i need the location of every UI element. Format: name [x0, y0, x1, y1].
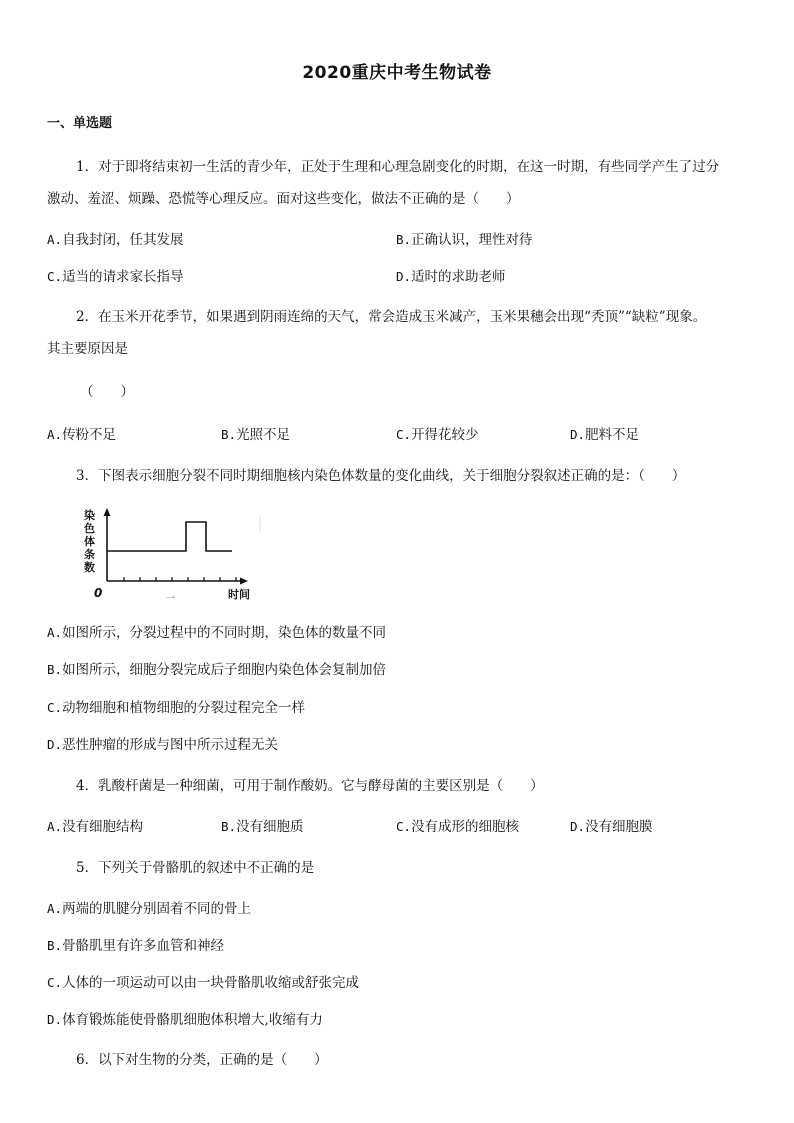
- question-2-option-b[interactable]: [221, 423, 290, 443]
- ylabel-char-1: 染: [84, 509, 95, 522]
- question-5-option-b[interactable]: [47, 934, 224, 954]
- ylabel-char-4: 条: [84, 548, 95, 561]
- question-4-option-d[interactable]: [570, 815, 653, 835]
- option-text: 开得花较少: [411, 427, 479, 443]
- chromosome-curve: [107, 522, 232, 551]
- option-text: 适时的求助老师: [411, 269, 506, 285]
- option-key: D.: [570, 819, 586, 834]
- ylabel-char-2: 色: [84, 522, 95, 535]
- section-heading: 一、单选题: [47, 116, 113, 131]
- option-key: D.: [396, 269, 412, 284]
- question-3-option-c[interactable]: [47, 696, 305, 716]
- question-2-line-3: （ ）: [80, 384, 134, 400]
- option-text: 传粉不足: [62, 427, 117, 443]
- option-key: C.: [47, 975, 63, 990]
- question-2-line-1: 2．在玉米开花季节，如果遇到阴雨连绵的天气，常会造成玉米减产，玉米果穗会出现“秃顶”“缺粒”现象。: [76, 309, 707, 325]
- figure-xlabel: 时间: [228, 588, 250, 601]
- option-text: 没有成形的细胞核: [411, 819, 520, 835]
- question-4-line-1: 4．乳酸杆菌是一种细菌，可用于制作酸奶。它与酵母菌的主要区别是（ ）: [76, 778, 544, 794]
- option-key: B.: [396, 232, 412, 247]
- question-5-option-a[interactable]: [47, 897, 251, 917]
- option-text: 光照不足: [236, 427, 291, 443]
- option-key: D.: [47, 737, 63, 752]
- option-text: 骨骼肌里有许多血管和神经: [62, 938, 225, 954]
- option-key: C.: [396, 427, 412, 442]
- option-key: A.: [47, 625, 63, 640]
- option-text: 没有细胞膜: [585, 819, 653, 835]
- question-1-option-b[interactable]: [396, 228, 533, 248]
- figure-mark: 一: [166, 594, 176, 603]
- ylabel-char-3: 体: [84, 535, 95, 548]
- question-4-option-a[interactable]: [47, 815, 143, 835]
- option-key: C.: [47, 700, 63, 715]
- page-title: 2020重庆中考生物试卷: [302, 63, 492, 83]
- question-3-option-b[interactable]: [47, 658, 386, 678]
- question-2-line-2: 其主要原因是: [47, 341, 128, 357]
- option-key: D.: [570, 427, 586, 442]
- question-1-option-a[interactable]: [47, 228, 184, 248]
- option-key: C.: [396, 819, 412, 834]
- option-text: 动物细胞和植物细胞的分裂过程完全一样: [62, 700, 306, 716]
- option-key: B.: [47, 662, 63, 677]
- option-key: A.: [47, 427, 63, 442]
- option-text: 自我封闭，任其发展: [62, 232, 184, 248]
- option-key: C.: [47, 269, 63, 284]
- question-5-option-c[interactable]: [47, 971, 359, 991]
- option-text: 没有细胞质: [236, 819, 304, 835]
- question-2-option-a[interactable]: [47, 423, 116, 443]
- question-4-option-c[interactable]: [396, 815, 519, 835]
- chromosome-count-figure: [80, 505, 270, 603]
- option-text: 肥料不足: [585, 427, 640, 443]
- figure-origin: 0: [94, 586, 103, 600]
- question-1-line-2: 激动、羞涩、烦躁、恐慌等心理反应。面对这些变化，做法不正确的是（ ）: [47, 191, 520, 207]
- figure-ylabel: [84, 508, 95, 574]
- option-key: B.: [221, 819, 237, 834]
- option-text: 没有细胞结构: [62, 819, 144, 835]
- option-text: 适当的请求家长指导: [62, 269, 184, 285]
- x-axis-arrow: [240, 578, 248, 585]
- option-text: 如图所示，细胞分裂完成后子细胞内染色体会复制加倍: [62, 662, 387, 678]
- question-5-option-d[interactable]: [47, 1008, 323, 1028]
- option-text: 体育锻炼能使骨骼肌细胞体积增大,收缩有力: [62, 1012, 323, 1028]
- question-3-option-d[interactable]: [47, 733, 278, 753]
- question-4-option-b[interactable]: [221, 815, 304, 835]
- question-1-option-c[interactable]: [47, 265, 184, 285]
- question-1-option-d[interactable]: [396, 265, 506, 285]
- option-text: 人体的一项运动可以由一块骨骼肌收缩或舒张完成: [62, 975, 360, 991]
- option-text: 恶性肿瘤的形成与图中所示过程无关: [62, 737, 279, 753]
- question-1-line-1: 1．对于即将结束初一生活的青少年，正处于生理和心理急剧变化的时期，在这一时期，有些同学产生了过分: [76, 159, 720, 175]
- option-key: A.: [47, 232, 63, 247]
- option-key: B.: [47, 938, 63, 953]
- question-3-line-1: 3．下图表示细胞分裂不同时期细胞核内染色体数量的变化曲线，关于细胞分裂叙述正确的是：（ ）: [76, 468, 686, 484]
- option-key: A.: [47, 901, 63, 916]
- y-axis-arrow: [104, 508, 111, 516]
- question-5-line-1: 5．下列关于骨骼肌的叙述中不正确的是: [76, 860, 315, 876]
- option-text: 如图所示，分裂过程中的不同时期，染色体的数量不同: [62, 625, 387, 641]
- option-key: B.: [221, 427, 237, 442]
- option-key: A.: [47, 819, 63, 834]
- question-2-option-c[interactable]: [396, 423, 479, 443]
- option-key: D.: [47, 1012, 63, 1027]
- question-2-option-d[interactable]: [570, 423, 639, 443]
- option-text: 两端的肌腱分别固着不同的骨上: [62, 901, 252, 917]
- question-6-line-1: 6．以下对生物的分类，正确的是（ ）: [76, 1052, 328, 1068]
- ylabel-char-5: 数: [84, 561, 95, 574]
- question-3-option-a[interactable]: [47, 621, 386, 641]
- option-text: 正确认识，理性对待: [411, 232, 533, 248]
